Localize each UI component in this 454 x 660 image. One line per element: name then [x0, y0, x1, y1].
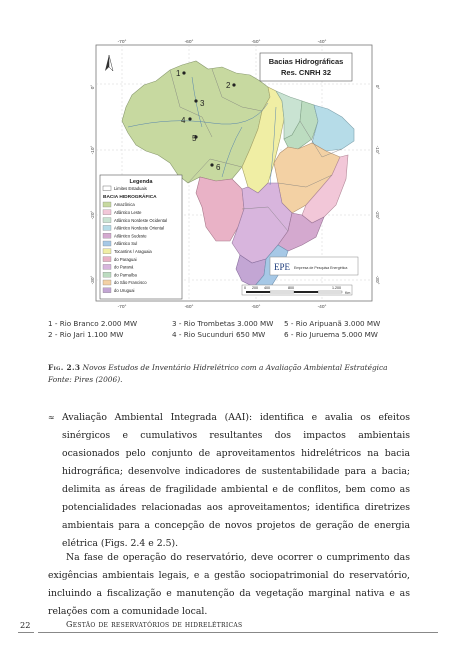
river-item: 3 - Rio Trombetas 3.000 MW: [172, 319, 274, 328]
top-tick-label: -50°: [251, 40, 261, 45]
publisher-logo: [270, 257, 358, 275]
legend-item-label: Atlântico Sudeste: [114, 233, 147, 239]
scale-label: 1.200: [332, 286, 341, 290]
right-tick-label: -10°: [374, 145, 379, 155]
right-tick-label: -30°: [374, 275, 379, 285]
legend-boundary-label: Limites Estaduais: [114, 186, 147, 191]
publisher-logo-mark: EPE: [274, 262, 291, 272]
top-tick-label: -70°: [117, 40, 127, 45]
scale-label: 0: [244, 286, 246, 290]
legend-item-label: do São Francisco: [114, 280, 147, 286]
scale-label: 400: [264, 286, 270, 290]
legend-swatch: [103, 202, 111, 207]
river-item: 5 - Rio Aripuanã 3.000 MW: [284, 319, 381, 328]
scale-label: 200: [252, 286, 258, 290]
legend-swatch: [103, 225, 111, 230]
legend-swatch: [103, 249, 111, 254]
legend-swatch: [103, 218, 111, 223]
figure-source: Fonte: Pires (2006).: [48, 375, 123, 384]
legend-item-label: do Paraguai: [114, 256, 137, 262]
bullet-text: Avaliação Ambiental Integrada (AAI): identifica e avalia os efeitos sinérgicos e cumulativos resultantes dos impactos ambientais ocasionados pelo conjunto de aproveitamentos hidrelétricos na bacia hidrográfica; desenvolve indicadores de sustentabilidade para a bacia; delimita as áreas de fragilidade ambiental e de conflitos, bem como as potencialidades relacionadas aos aproveitamentos; identifica diretrizes ambientais para a concepção de novos projetos de geração de energia elétrica (Figs. 2.4 e 2.5).: [62, 412, 410, 549]
left-tick-label: -10°: [91, 145, 96, 155]
map-title-line1: Bacias Hidrográficas: [268, 57, 344, 66]
top-tick-label: -60°: [184, 40, 194, 45]
page-number: 22: [20, 620, 31, 630]
site-number-1: 1: [176, 69, 181, 78]
river-item: 6 - Rio Juruema 5.000 MW: [284, 330, 378, 339]
running-title: Gestão de reservatórios de hidrelétricas: [66, 620, 243, 629]
top-tick-label: -40°: [317, 40, 327, 45]
site-number-2: 2: [226, 81, 231, 90]
scale-bar: [242, 285, 352, 295]
legend-swatch: [103, 280, 111, 285]
legend-swatch: [103, 210, 111, 215]
brazil-basins-map: [91, 37, 379, 311]
legend-item-label: Atlântico Leste: [114, 210, 142, 215]
bottom-tick-label: -70°: [117, 305, 127, 310]
legend-swatch: [103, 233, 111, 238]
legend-item-label: do Paraná: [114, 264, 134, 270]
bullet-item: [48, 409, 410, 553]
site-number-4: 4: [181, 116, 186, 125]
bottom-tick-label: -60°: [184, 305, 194, 310]
footer-rule: [18, 632, 34, 633]
legend-swatch: [103, 264, 111, 269]
legend-swatch: [103, 257, 111, 262]
legend-item-label: Amazônica: [114, 202, 135, 208]
footer-rule: [38, 632, 438, 633]
river-item: 1 - Rio Branco 2.000 MW: [48, 319, 138, 328]
legend-swatch: [103, 241, 111, 246]
legend-swatch: [103, 272, 111, 277]
river-list: [48, 319, 418, 339]
bottom-tick-label: -40°: [317, 305, 327, 310]
left-tick-label: 0°: [91, 84, 96, 90]
page-footer: [18, 620, 438, 650]
bullet-symbol: ≈: [48, 413, 55, 422]
legend-item-label: Atlântico Nordeste Ocidental: [114, 217, 168, 223]
legend-title: Legenda: [129, 179, 153, 185]
publisher-name: Empresa de Pesquisa Energética: [294, 266, 348, 270]
legend-item-label: do Uruguai: [114, 288, 135, 293]
figure-caption-text: Novos Estudos de Inventário Hidrelétrico com a Avaliação Ambiental Estratégica: [82, 363, 388, 372]
scale-label: 800: [288, 286, 294, 290]
left-tick-label: -20°: [91, 210, 96, 220]
figure-caption: [48, 362, 428, 386]
legend-item-label: Atlântico Nordeste Oriental: [114, 225, 165, 231]
site-number-6: 6: [216, 163, 221, 172]
bottom-tick-label: -50°: [251, 305, 261, 310]
figure-label: Fig. 2.3: [48, 363, 81, 372]
legend-swatch: [103, 288, 111, 293]
legend-section-label: BACIA HIDROGRÁFICA: [103, 195, 157, 200]
scale-label: Km: [345, 291, 351, 295]
site-number-3: 3: [200, 99, 205, 108]
map-legend: [100, 175, 182, 299]
legend-item-label: Atlântico Sul: [114, 241, 138, 247]
river-item: 4 - Rio Sucunduri 650 MW: [172, 330, 266, 339]
right-tick-label: 0°: [374, 84, 379, 90]
body-paragraph: Na fase de operação do reservatório, deve ocorrer o cumprimento das exigências ambientais legais, e a gestão sociopatrimonial do reservatório, incluindo a fiscalização e manutenção da vegetação marginal nativa e as relações com a comunidade local.: [48, 552, 410, 617]
legend-item-label: do Parnaíba: [114, 272, 137, 278]
legend-item-label: Tocantins / Araguaia: [114, 249, 152, 254]
map-title-line2: Res. CNRH 32: [280, 68, 332, 77]
left-tick-label: -30°: [91, 275, 96, 285]
river-item: 2 - Rio Jari 1.100 MW: [48, 330, 124, 339]
right-tick-label: -20°: [374, 210, 379, 220]
site-number-5: 5: [192, 134, 197, 143]
